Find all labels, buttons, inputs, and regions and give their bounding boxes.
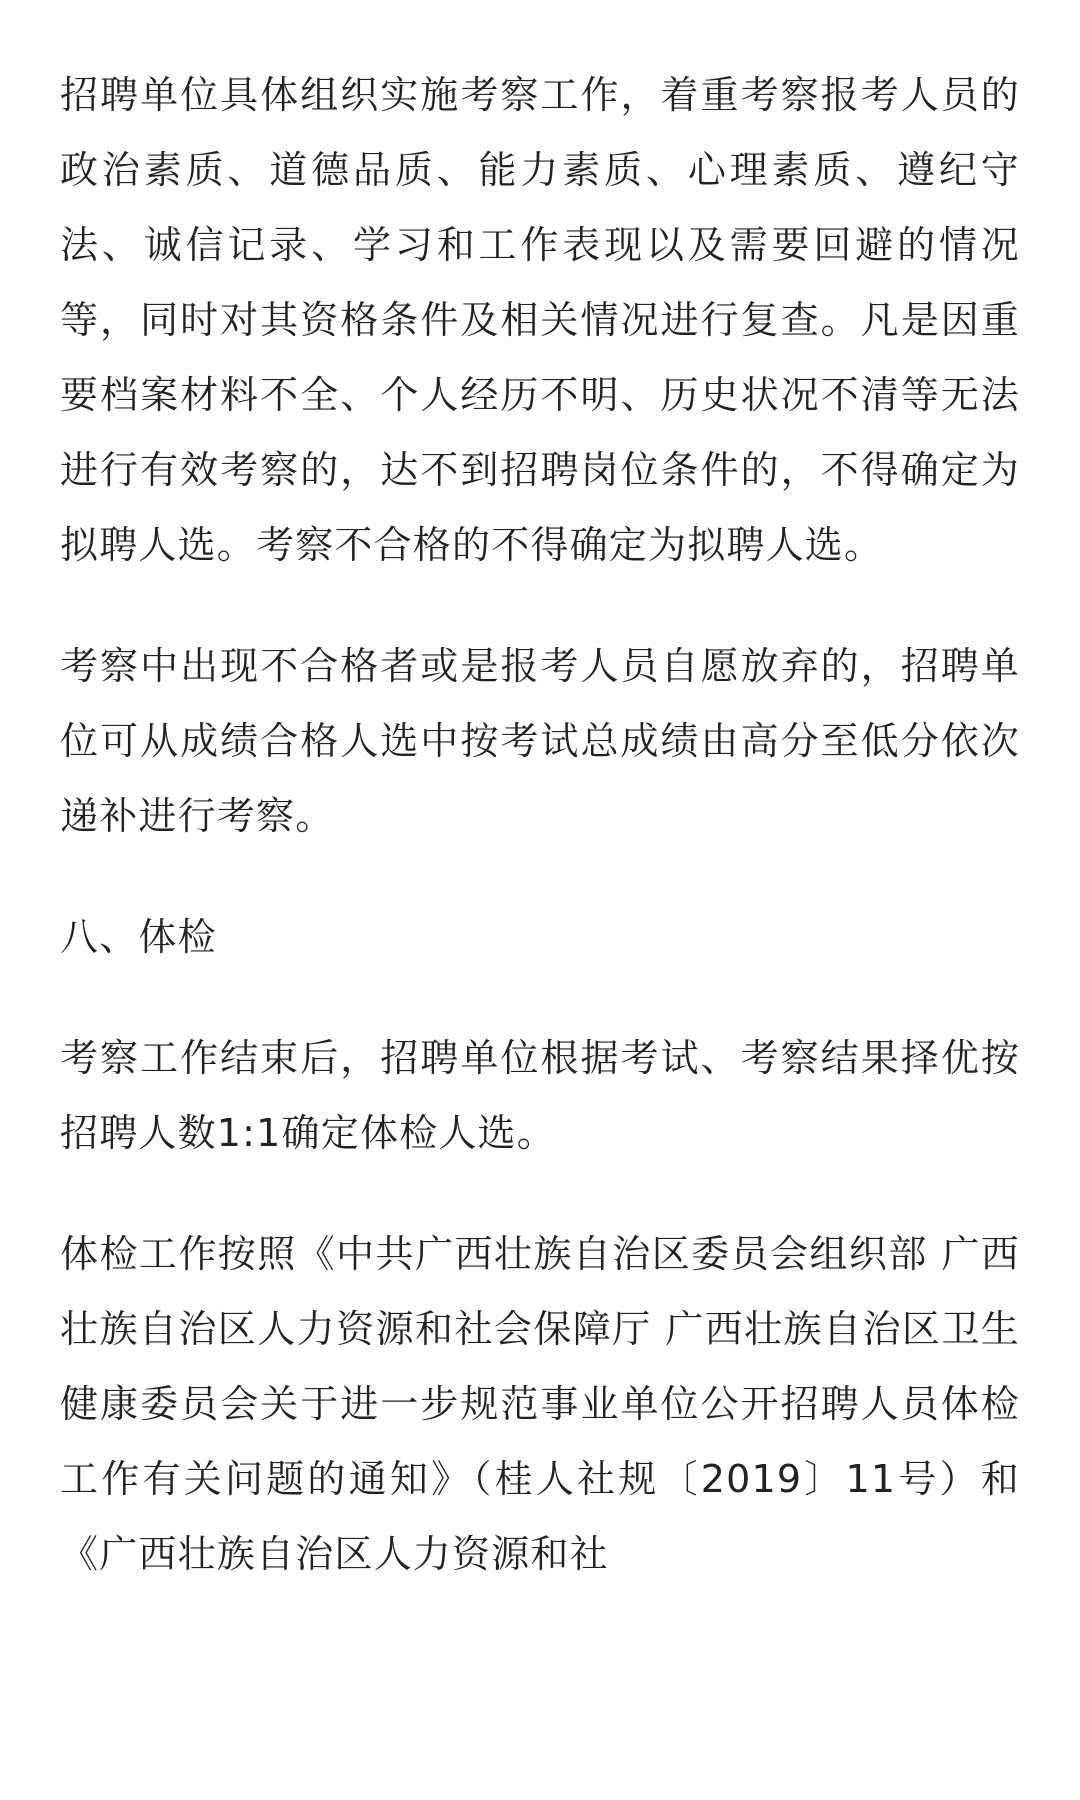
section-heading-physical-exam: 八、体检	[60, 915, 217, 959]
paragraph-physical-exam-selection: 考察工作结束后，招聘单位根据考试、考察结果择优按招聘人数1:1确定体检人选。	[60, 1036, 1020, 1155]
paragraph-inspection-replacement: 考察中出现不合格者或是报考人员自愿放弃的，招聘单位可从成绩合格人选中按考试总成绩由高分至低分依次递补进行考察。	[60, 644, 1020, 838]
paragraph-physical-exam-rules: 体检工作按照《中共广西壮族自治区委员会组织部 广西壮族自治区人力资源和社会保障厅 广西壮族自治区卫生健康委员会关于进一步规范事业单位公开招聘人员体检工作有关问题的通知》（桂人社规〔2019〕11号）和《广西壮族自治区人力资源和社	[60, 1232, 1020, 1576]
paragraph-inspection-requirements: 招聘单位具体组织实施考察工作，着重考察报考人员的政治素质、道德品质、能力素质、心理素质、遵纪守法、诚信记录、学习和工作表现以及需要回避的情况等，同时对其资格条件及相关情况进行复查。凡是因重要档案材料不全、个人经历不明、历史状况不清等无法进行有效考察的，达不到招聘岗位条件的，不得确定为拟聘人选。考察不合格的不得确定为拟聘人选。	[60, 73, 1020, 567]
